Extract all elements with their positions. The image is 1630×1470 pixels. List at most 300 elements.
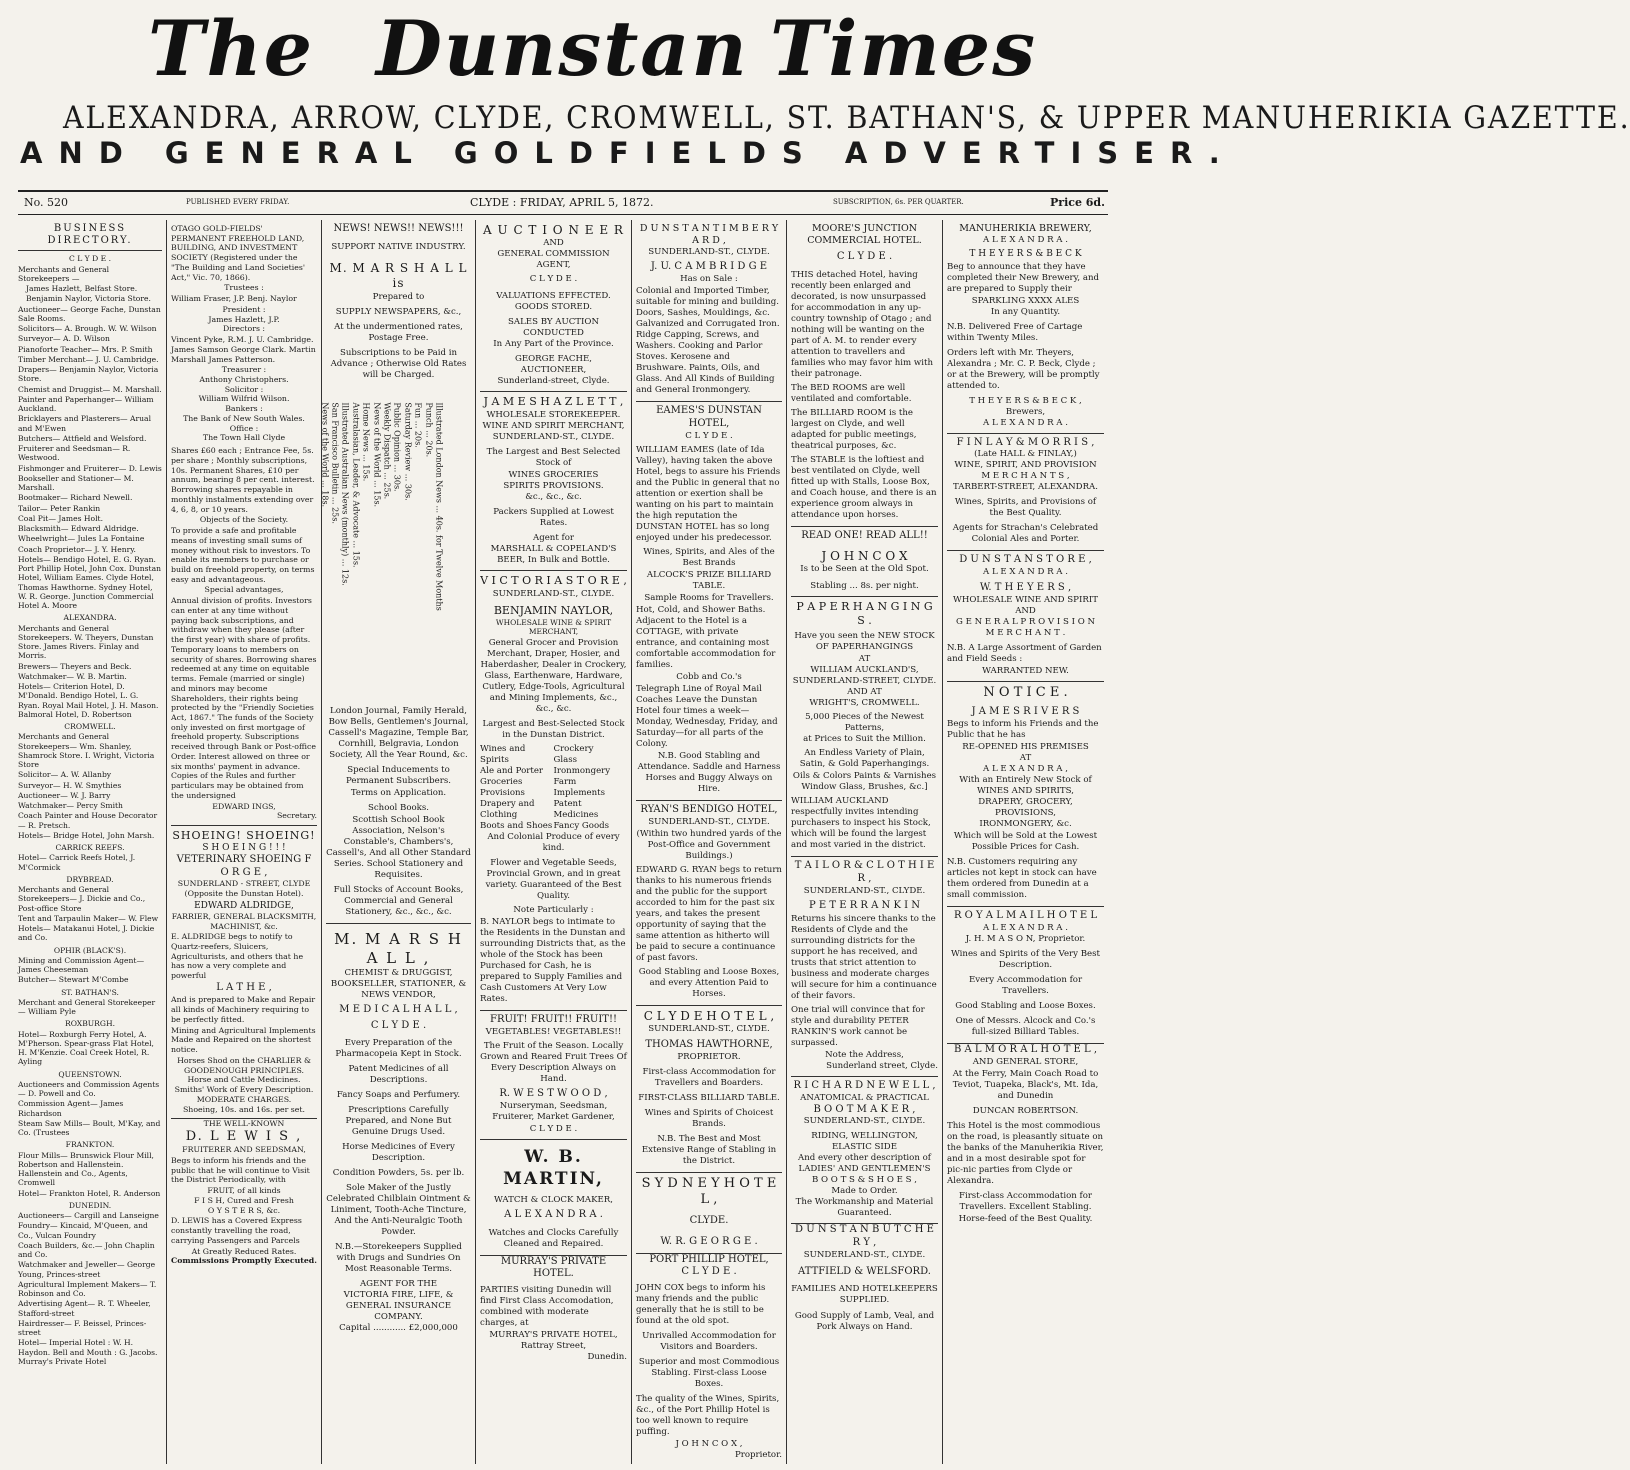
solicitor: William Wilfrid Wilson. xyxy=(198,394,290,404)
lewis-text2: D. LEWIS has a Covered Express constantly travelling the road, carrying Passengers and Parcels xyxy=(171,1216,302,1245)
ryan-within: (Within two hundred yards of the Post-Office and Government Buildings.) xyxy=(636,828,782,861)
prepared: Prepared to xyxy=(372,291,425,302)
subscription-line: SUBSCRIPTION, 6s. PER QUARTER. xyxy=(833,198,964,206)
royal-town: A L E X A N D R A . xyxy=(983,923,1068,934)
goods-item: Ale and Porter xyxy=(480,765,544,776)
title-the: The xyxy=(148,4,315,93)
section-cromwell: CROMWELL. xyxy=(64,722,116,732)
royal-mail-ad xyxy=(947,907,1104,1044)
aldridge-name: EDWARD ALDRIDGE, xyxy=(194,900,294,911)
inducements: Special Inducements to Permanent Subscribers. xyxy=(345,764,452,786)
support-industry: SUPPORT NATIVE INDUSTRY. xyxy=(331,241,466,252)
newspaper-price-list xyxy=(320,385,471,705)
reopened: RE-OPENED HIS PREMISES xyxy=(962,742,1089,753)
paper-text: Have you seen the NEW STOCK OF PAPERHANGINGS xyxy=(794,631,935,653)
naylor-stock: Largest and Best-Selected Stock in the Dunstan District. xyxy=(482,718,625,740)
brewers-town: A L E X A N D R A . xyxy=(983,417,1068,428)
royal-mail: R O Y A L M A I L H O T E L xyxy=(953,910,1098,922)
aldridge-text: E. ALDRIDGE begs to notify to Quartz-reefers, Sluicers, Agriculturists, and others that he has now a very complete and powerful xyxy=(171,932,304,981)
beer: MARSHALL & COPELAND'S BEER, In Bulk and Bottle. xyxy=(490,544,617,566)
directory-entry: Hotel— Carrick Reefs Hotel, J. M'Cormick xyxy=(18,853,136,872)
martin-town: A L E X A N D R A . xyxy=(504,1208,603,1220)
brewery-town: A L E X A N D R A . xyxy=(983,235,1068,246)
eames-wines: Wines, Spirits, and Ales of the Best Brands xyxy=(643,546,775,568)
billiard-tables: One of Messrs. Alcock and Co.'s full-sized Billiard Tables. xyxy=(955,1016,1096,1038)
riding: RIDING, WELLINGTON, ELASTIC SIDE xyxy=(811,1131,918,1153)
brewers: Brewers, xyxy=(1005,406,1046,417)
wrights: WRIGHT'S, CROMWELL. xyxy=(809,698,920,709)
stable: The STABLE is the loftiest and best ventilated on Clyde, well fitted up with Stalls, Loose Box, and Coach house, and there is an experience groom always in attendance upon horses. xyxy=(791,455,937,521)
lewis-trade: FRUITERER AND SEEDSMAN, xyxy=(182,1145,306,1155)
pharma: Every Preparation of the Pharmacopeia Kept in Stock. xyxy=(335,1038,462,1060)
ryan-hotel-ad xyxy=(636,801,782,1006)
ryan-stabling: Good Stabling and Loose Boxes, and every Attention Paid to Horses. xyxy=(638,966,780,999)
directory-entry: Surveyor— H. W. Smythies xyxy=(18,780,122,790)
telegraph: Telegraph Line of Royal Mail Coaches Leave the Dunstan Hotel four times a week—Monday, Wednesday, Friday, and Saturday—for all parts of the Colony. xyxy=(636,683,778,749)
directory-entry: Coal Pit— James Holt. xyxy=(18,513,104,523)
george: W. R. G E O R G E . xyxy=(660,1235,758,1247)
directory-entry: Fruiterer and Seedsman— R. Westwood. xyxy=(18,444,131,463)
variety: An Endless Variety of Plain, Satin, & Gold Paperhangings. xyxy=(799,748,930,770)
auction-clyde: C L Y D E . xyxy=(529,274,578,285)
sydney-clyde: CLYDE. xyxy=(689,1214,729,1226)
hazlett-name: J A M E S H A Z L E T T , xyxy=(483,395,624,409)
brewery: MANUHERIKIA BREWERY, xyxy=(959,223,1092,234)
new-stock: With an Entirely New Stock of xyxy=(959,775,1092,786)
directory-entry: Pianoforte Teacher— Mrs. P. Smith xyxy=(18,344,153,354)
travellers: Every Accommodation for Travellers. xyxy=(968,975,1083,997)
mining-text: Mining and Agricultural Implements Made and Repaired on the shortest notice. xyxy=(171,1025,316,1055)
school-text: Scottish School Book Association, Nelson's Constable's, Chambers's, Cassell's, And all Other Standard Series. School Stationery and Requisites. xyxy=(326,814,471,880)
quality: The quality of the Wines, Spirits, &c., of the Port Phillip Hotel is too well known to require puffing. xyxy=(636,1394,780,1438)
balmoral: B A L M O R A L H O T E L , xyxy=(953,1044,1098,1056)
victoria-store-ad xyxy=(480,571,627,1010)
treasurer: Anthony Christophers. xyxy=(199,375,289,385)
auckland: WILLIAM AUCKLAND'S, xyxy=(810,665,919,676)
bedrooms: The BED ROOMS are well ventilated and comfortable. xyxy=(791,383,912,405)
quantity: In any Quantity. xyxy=(990,306,1061,317)
fache-title: AUCTIONEER, xyxy=(520,365,587,376)
directory-entry: Watchmaker and Jeweller— George Young, Princes-street xyxy=(18,1260,156,1279)
directory-entry: Tent and Tarpaulin Maker— W. Flew xyxy=(18,913,159,923)
lamb: Good Supply of Lamb, Veal, and Pork Always on Hand. xyxy=(794,1310,935,1332)
customers-nb: N.B. Customers requiring any articles not kept in stock can have them ordered from Dunedin at a small commission. xyxy=(947,857,1097,901)
directory-heading: BUSINESS DIRECTORY. xyxy=(18,223,162,251)
cox-title: Proprietor. xyxy=(734,1450,782,1461)
billiard2: FIRST-CLASS BILLIARD TABLE. xyxy=(638,1092,780,1103)
superior: Superior and most Commodious Stabling. First-class Loose Boxes. xyxy=(638,1357,780,1390)
section-st-bathans: ST. BATHAN'S. xyxy=(61,987,119,997)
directory-entry: Butcher— Stewart M'Combe xyxy=(18,975,129,985)
rivers-town: A L E X A N D R A , xyxy=(983,764,1068,775)
moderate-charges: MODERATE CHARGES. xyxy=(196,1094,292,1104)
goods-item: Boots and Shoes xyxy=(480,820,553,831)
sydney-hotel: S Y D N E Y H O T E L , xyxy=(641,1175,777,1208)
section-dunedin: DUNEDIN. xyxy=(68,1200,112,1210)
moore-hotel: MOORE'S JUNCTION COMMERCIAL HOTEL. xyxy=(807,223,922,247)
condition-powders: Condition Powders, 5s. per lb. xyxy=(332,1168,465,1179)
dunstan-store: D U N S T A N S T O R E , xyxy=(959,554,1092,566)
directory-entry: Brewers— Theyers and Beck. xyxy=(18,661,132,671)
medical-hall: M E D I C A L H A L L , xyxy=(339,1003,458,1015)
paper-price: Fun ... 20s. xyxy=(413,401,423,448)
paper-price: San Francisco Bulletin ... 25s. xyxy=(330,401,340,524)
commissions: Commissions Promptly Executed. xyxy=(171,1256,317,1266)
columns xyxy=(14,220,1108,1464)
ironmongery: IRONMONGERY, &c. xyxy=(979,819,1072,830)
drapery: DRAPERY, GROCERY, PROVISIONS, xyxy=(978,797,1073,819)
column-alexandra xyxy=(943,220,1108,1464)
lowest-prices: Which will be Sold at the Lowest Possible Prices for Cash. xyxy=(953,831,1098,853)
directory-entry: Fishmonger and Fruiterer— D. Lewis xyxy=(18,463,162,473)
finlay-morris: F I N L A Y & M O R R I S , xyxy=(956,436,1095,448)
directory-entry: Blacksmith— Edward Aldridge. xyxy=(18,524,139,534)
sydney-hotel-ad xyxy=(636,1173,782,1254)
murray-city: Dunedin. xyxy=(587,1352,627,1363)
wholesale: WHOLESALE WINE AND SPIRIT xyxy=(953,595,1098,606)
directory-entry: Auctioneer— George Fache, Dunstan Sale Rooms. xyxy=(18,304,161,323)
directory-entry: Hotels— Matakanui Hotel, J. Dickie and Co. xyxy=(18,924,155,943)
directory-entry: Agricultural Implement Makers— T. Robinson and Co. xyxy=(18,1279,157,1299)
directory-entry: Bookseller and Stationer— M. Marshall. xyxy=(18,473,134,493)
victoria-fire: VICTORIA FIRE, LIFE, & GENERAL INSURANCE COMPANY. xyxy=(343,1290,454,1323)
directory-entry: Coach Builders, &c.— John Chaplin and Co. xyxy=(18,1240,155,1260)
rivers-ad xyxy=(947,682,1104,907)
murray-address: Rattray Street, xyxy=(520,1341,587,1352)
date-line: CLYDE : FRIDAY, APRIL 5, 1872. xyxy=(470,196,654,209)
butchery-address: SUNDERLAND-ST., CLYDE. xyxy=(803,1250,926,1260)
section-drybread: DRYBREAD. xyxy=(66,874,114,884)
valuations: VALUATIONS EFFECTED. GOODS STORED. xyxy=(496,291,611,313)
dateline xyxy=(18,190,1108,215)
every-description: And every other description of xyxy=(798,1153,931,1164)
eames-clyde: C L Y D E . xyxy=(685,430,733,441)
martin-text: Watches and Clocks Carefully Cleaned and Repaired. xyxy=(488,1227,619,1249)
auckland-address: SUNDERLAND-STREET, CLYDE. xyxy=(792,676,937,687)
read-one-ad xyxy=(791,527,938,597)
lewis-oysters: O Y S T E R S, &c. xyxy=(207,1205,281,1215)
directory-entry: Coach Painter and House Decorator— R. Pretsch. xyxy=(18,811,158,830)
dstore-town: A L E X A N D R A . xyxy=(983,567,1068,578)
window-glass: Window Glass, Brushes, &c.] xyxy=(801,782,928,793)
horse-feed: Horse-feed of the Best Quality. xyxy=(958,1214,1093,1225)
advantages-text: Annual division of profits. Investors can enter at any time without paying back subscriptions, and withdraw when they please (after the first year) with share of profits. Temporary loans to members on security of shares. Borrowing shares redeemed at any time on equitable terms. Female (married or single) and minors may become Shareholders, their rights being protected by the "Friendly Societies Act, 1867." The funds of the Society only invested on first mortgage of freehold property. Subscriptions received through Bank or Post-office Order. Interest allowed on three or six months' payment in advance. Copies of the Rules and further particulars may be obtained from the undersigned xyxy=(171,596,317,800)
nb-range: N.B. The Best and Most Extensive Range of Stabling in the District. xyxy=(641,1133,777,1166)
wines-groceries: WINES GROCERIES xyxy=(508,470,599,481)
directory-entry: Commission Agent— James Richardson xyxy=(18,1099,124,1118)
butchery-ad xyxy=(791,1224,938,1332)
mason-text: Wines and Spirits of the Very Best Description. xyxy=(950,949,1101,971)
merchants: M E R C H A N T S , xyxy=(981,471,1070,482)
directory-entry: Hotels— Criterion Hotel, D. M'Donald. Bendigo Hotel, L. G. Ryan. Royal Mail Hotel, J. H. Mason. Balmoral Hotel, D. Robertson xyxy=(18,682,159,719)
notice: N O T I C E . xyxy=(983,685,1068,701)
directory-entry: James Hazlett, Belfast Store. xyxy=(26,284,138,294)
directory-entry: Merchants and General Storekeepers. W. Theyers, Dunstan Store. James Rivers. Finlay and Morris. xyxy=(18,623,154,661)
clyde-hotel-ad xyxy=(636,1006,782,1173)
merchant: M E R C H A N T . xyxy=(985,628,1066,639)
title-times: Times xyxy=(770,4,1037,93)
rankin-text: Returns his sincere thanks to the Residents of Clyde and the surrounding districts for the support he has received, and trusts that strict attention to business and moderate charges will secure for him a continuance of their favors. xyxy=(791,913,937,1001)
martin-name: W. B. MARTIN, xyxy=(503,1147,604,1190)
cambridge-name: J. U. C A M B R I D G E xyxy=(650,261,768,273)
treasurer-heading: Treasurer : xyxy=(221,365,267,375)
directory-entry: Butchers— Attfield and Welsford. xyxy=(18,433,147,443)
fruit-heading: FRUIT! FRUIT!! FRUIT!! xyxy=(490,1013,617,1025)
journals-text: London Journal, Family Herald, Bow Bells, Gentlemen's Journal, Cassell's Magazine, Temple Bar, Cornhill, Belgravia, London Society, All the Year Round, &c. xyxy=(328,705,469,760)
column-business-directory xyxy=(14,220,166,1464)
lewis-name: D. L E W I S , xyxy=(185,1128,303,1144)
timber-yard-ad xyxy=(636,220,782,402)
directory-entry: Bootmaker— Richard Newell. xyxy=(18,493,133,503)
horse-cattle: Horse and Cattle Medicines. xyxy=(187,1075,301,1085)
directory-entry: Painter and Paperhanger— William Auckland. xyxy=(18,394,154,414)
directory-entry: Auctioneer— W. J. Barry xyxy=(18,790,111,800)
rankin-trial: One trial will convince that for style and durability PETER RANKIN'S work cannot be surpassed. xyxy=(791,1004,925,1048)
full-stocks: Full Stocks of Account Books, Commercial and General Stationery, &c., &c., &c. xyxy=(333,884,464,917)
directory-entry: Hotels— Bridge Hotel, John Marsh. xyxy=(18,830,155,840)
lewis-fish: F I S H, Cured and Fresh xyxy=(194,1195,294,1205)
forge-name: VETERINARY SHOEING F O R G E , xyxy=(176,854,312,878)
president-heading: President : xyxy=(222,304,266,314)
ryan-address: SUNDERLAND-ST., CLYDE. xyxy=(648,816,770,827)
goods-item: Wines and Spirits xyxy=(480,743,526,765)
directory-entry: Tailor— Peter Rankin xyxy=(18,503,101,513)
flower-seeds: Flower and Vegetable Seeds, Provincial Grown, and in great variety. Guaranteed of the Best Quality. xyxy=(485,857,622,901)
balmoral-firstclass: First-class Accommodation for Travellers. Excellent Stabling. xyxy=(958,1191,1093,1213)
terms: Terms on Application. xyxy=(350,787,447,798)
directory-entry: Watchmaker— W. B. Martin. xyxy=(18,671,127,681)
bookseller: BOOKSELLER, STATIONER, & NEWS VENDOR, xyxy=(330,978,467,1000)
column-marshall xyxy=(322,220,475,1464)
westwood-clyde: C L Y D E . xyxy=(529,1124,578,1135)
cobb: Cobb and Co.'s xyxy=(676,671,742,682)
murray-text: PARTIES visiting Dunedin will find First Class Accomodation, combined with moderate charges, at xyxy=(480,1285,614,1329)
stabling-price: Stabling ... 8s. per night. xyxy=(810,581,919,592)
note-address2: Sunderland street, Clyde. xyxy=(826,1060,938,1071)
shoeing-title: SHOEING! SHOEING! xyxy=(172,829,316,843)
paper-price: Illustrated Australian News (monthly) ... 12s. xyxy=(340,401,350,586)
lewis-text: Begs to inform his friends and the public that he will continue to Visit the District Periodically, with xyxy=(171,1155,310,1185)
paper-price: Weekly Dispatch ... 25s. xyxy=(382,401,392,499)
directory-entry: Chemist and Druggist— M. Marshall. xyxy=(18,384,162,394)
baths: Hot, Cold, and Shower Baths. Adjacent to the Hotel is a COTTAGE, with private entrance, and containing most comfortable accommodation for families. xyxy=(636,604,776,670)
attfield: ATTFIELD & WELSFORD. xyxy=(798,1266,931,1277)
section-carrick: CARRICK REEFS. xyxy=(55,843,125,853)
eames-stabling: N.B. Good Stabling and Attendance. Saddle and Harness Horses and Buggy Always on Hire. xyxy=(637,750,781,794)
paper-price: News of the World ... 15s. xyxy=(372,401,381,507)
subtitle-advertiser: AND GENERAL GOLDFIELDS ADVERTISER. xyxy=(20,136,1236,170)
naylor-goods xyxy=(480,744,627,832)
general-provision: G E N E R A L P R O V I S I O N xyxy=(955,617,1096,628)
smiths-work: Smiths' Work of Every Description. xyxy=(174,1085,314,1095)
news-heading: NEWS! NEWS!! NEWS!!! xyxy=(333,223,464,234)
directory-entry: Auctioneers— Cargill and Lanseigne xyxy=(18,1211,159,1221)
trustees: William Fraser, J.P. Benj. Naylor xyxy=(171,294,297,304)
john-cox: J O H N C O X xyxy=(821,548,908,563)
warranted: WARRANTED NEW. xyxy=(982,666,1069,677)
chemist: CHEMIST & DRUGGIST, xyxy=(344,967,453,978)
directory-entry: Coach Proprietor— J. Y. Henry. xyxy=(18,544,136,554)
and: AND xyxy=(543,238,564,249)
newell-ad xyxy=(791,1077,938,1225)
directory-entry: Drapers— Benjamin Naylor, Victoria Store. xyxy=(18,365,159,384)
goods-item: Crockery xyxy=(553,743,594,754)
port-phillip: PORT PHILLIP HOTEL, xyxy=(649,1253,769,1265)
directory-entry: Hotel— Imperial Hotel : W. H. Haydon. Bell and Mouth : G. Jacobs. Murray's Private Hotel xyxy=(18,1338,158,1366)
directory-entry: Hotels— Bendigo Hotel, E. G. Ryan. Port Phillip Hotel, John Cox. Dunstan Hotel, William Eames. Clyde Hotel, Thomas Hawthorne. Sydney Hotel, W. R. George. Junction Commercial Hotel A. Moore xyxy=(18,554,161,611)
eames-text: WILLIAM EAMES (late of Ida Valley), having taken the above Hotel, begs to assure his Friends and the Public in general that no attention or exertion shall be wanting on his part to maintain the high reputation the DUNSTAN HOTEL has so long enjoyed under his predecessor. xyxy=(636,444,781,543)
marshall-name: M. M A R S H A L L is xyxy=(329,260,468,291)
westwood-trade: Nurseryman, Seedsman, Fruiterer, Market Gardener, xyxy=(492,1101,615,1123)
directory-entry: Hotel— Frankton Hotel, R. Anderson xyxy=(18,1188,161,1198)
vegetables-heading: VEGETABLES! VEGETABLES!! xyxy=(485,1026,622,1037)
directory-entry: Flour Mills— Brunswick Flour Mill, Robertson and Hallenstein. Hallenstein and Co., Agents, Cromwell xyxy=(18,1150,154,1188)
office: The Town Hall Clyde xyxy=(202,433,286,443)
on-sale: Has on Sale : xyxy=(680,274,738,285)
balmoral-ad xyxy=(947,1044,1104,1225)
paper-price: News of the World ... 18s. xyxy=(320,401,330,507)
naylor-notice: B. NAYLOR begs to intimate to the Residents in the Dunstan and surrounding Districts that, as the whole of the Stock has been Purchased for Cash, he is prepared to Supply Families and Cash Customers At Very Low Rates. xyxy=(480,916,626,1004)
made-to-order: Made to Order. xyxy=(831,1186,898,1197)
goods-item: Provisions xyxy=(480,787,525,798)
unrivalled: Unrivalled Accommodation for Visitors and Boarders. xyxy=(642,1331,776,1353)
theyers-text: Beg to announce that they have completed their New Brewery, and are prepared to Supply their xyxy=(947,261,1099,294)
etc: &c., &c., &c. xyxy=(525,492,582,503)
school-books: School Books. xyxy=(367,802,430,813)
objects-heading: Objects of the Society. xyxy=(199,515,289,525)
lewis-ad xyxy=(171,1119,317,1266)
goods-item: Glass xyxy=(553,754,578,765)
hazlett-ad xyxy=(480,392,627,571)
hazlett-text: The Largest and Best Selected Stock of xyxy=(486,447,621,469)
gca: GENERAL COMMISSION AGENT, xyxy=(497,249,610,271)
read-one: READ ONE! READ ALL!! xyxy=(801,530,928,542)
martin-trade: WATCH & CLOCK MAKER, xyxy=(493,1194,613,1205)
objects-text: To provide a safe and profitable means of investing small sums of money without risk to investors. To enable its members to purchase or build on freehold property, on terms easy and advantageous. xyxy=(171,526,315,584)
workmanship: The Workmanship and Material Guaranteed. xyxy=(795,1197,934,1219)
province: In Any Part of the Province. xyxy=(493,339,614,350)
aldridge-trade: FARRIER, GENERAL BLACKSMITH, MACHINIST, &c. xyxy=(171,911,317,931)
section-queenstown: QUEENSTOWN. xyxy=(58,1069,122,1079)
president: James Hazlett, J.P. xyxy=(208,314,280,324)
timber-address: SUNDERLAND-ST., CLYDE. xyxy=(648,247,770,258)
victoria-store: V I C T O R I A S T O R E , xyxy=(480,574,627,588)
directory-entry: Auctioneers and Commission Agents— D. Powell and Co. xyxy=(18,1079,160,1099)
tailor: T A I L O R & C L O T H I E R , xyxy=(794,860,935,885)
paper-price: Saturday Review ... 30s. xyxy=(403,401,413,501)
column-hotels xyxy=(632,220,786,1464)
office-heading: Office : xyxy=(229,423,259,433)
shoeing-price: Shoeing, 10s. and 16s. per set. xyxy=(182,1104,306,1114)
directory-entry: Steam Saw Mills— Boult, M'Kay, and Co. (Trustees xyxy=(18,1118,161,1138)
newspaper-ad xyxy=(320,220,471,924)
lathe: L A T H E , xyxy=(216,981,272,993)
directory-entry: Advertising Agent— R. T. Wheeler, Stafford-street xyxy=(18,1299,151,1318)
price: Price 6d. xyxy=(1050,196,1105,209)
old-spot: Is to be Seen at the Old Spot. xyxy=(800,564,929,575)
title-dunstan: Dunstan xyxy=(376,4,749,93)
directory-entry: Foundry— Kincaid, M'Queen, and Co., Vulcan Foundry xyxy=(18,1221,148,1240)
billiard-room: The BILLIARD ROOM is the largest on Clyde, and well adapted for public meetings, theatrical purposes, &c. xyxy=(791,408,917,452)
rates-text: At the undermentioned rates, Postage Free. xyxy=(334,321,463,343)
westwood-ad xyxy=(480,1011,627,1141)
directory-entry: Hotel— Roxburgh Ferry Hotel, A. M'Pherson. Spear-grass Flat Hotel, H. M'Kenzie. Coal Creek Hotel, R. Ayling xyxy=(18,1029,154,1067)
newell-address: SUNDERLAND-ST., CLYDE. xyxy=(803,1116,926,1127)
lewis-fruit: FRUIT, of all kinds xyxy=(207,1186,281,1196)
rankin: P E T E R R A N K I N xyxy=(809,900,920,912)
martin-ad xyxy=(480,1140,627,1255)
ferry: At the Ferry, Main Coach Road to Teviot, Tuapeka, Black's, Mt. Ida, and Dunedin xyxy=(952,1069,1099,1102)
section-frankton: FRANKTON. xyxy=(65,1140,115,1150)
victoria-address: SUNDERLAND-ST., CLYDE. xyxy=(492,588,615,599)
goods-item: Patent Medicines xyxy=(553,798,599,820)
finlay-ad xyxy=(947,434,1104,552)
clyde-hotel-address: SUNDERLAND-ST., CLYDE. xyxy=(648,1023,770,1034)
conducted: CONDUCTED xyxy=(523,328,584,339)
paperhangings-ad xyxy=(791,597,938,857)
medical-clyde: C L Y D E . xyxy=(370,1019,427,1031)
masthead xyxy=(0,0,1630,196)
orders: Orders left with Mr. Theyers, Alexandra ; Mr. C. P. Beck, Clyde ; or at the Brewery, will be promptly attended to. xyxy=(947,347,1100,391)
paperhangings: P A P E R H A N G I N G S . xyxy=(796,600,933,628)
directory-entry: Benjamin Naylor, Victoria Store. xyxy=(26,294,151,304)
horses-shod: Horses Shod on the CHARLIER & GOODENOUGH PRINCIPLES. xyxy=(177,1055,311,1075)
ryan-hotel: RYAN'S BENDIGO HOTEL, xyxy=(640,803,778,815)
murray-heading: MURRAY'S PRIVATE HOTEL. xyxy=(500,1255,607,1280)
directors: Vincent Pyke, R.M. J. U. Cambridge. James Samson George Clark. Martin Marshall James Patterson. xyxy=(171,335,316,364)
shares-text: Shares £60 each ; Entrance Fee, 5s. per share ; Monthly subscriptions, 10s. Permanent Shares, £10 per annum, bearing 8 per cent. interest. Borrowing shares repayable in monthly instalments extending over 4, 6, 8, or 10 years. xyxy=(171,446,315,514)
oils: Oils & Colors Paints & Varnishes xyxy=(792,771,937,782)
society-title: OTAGO GOLD-FIELDS' PERMANENT FREEHOLD LAND, BUILDING, AND INVESTMENT SOCIETY (Registered under the "The Building and Land Societies' Act," Vic. 70, 1866). xyxy=(171,224,305,282)
bootmaker: B O O T M A K E R , xyxy=(813,1103,916,1115)
capital: Capital ............ £2,000,000 xyxy=(339,1323,458,1334)
mm-name: M. M A R S H A L L , xyxy=(334,929,463,967)
solicitor-heading: Solicitor : xyxy=(224,384,264,394)
general-store: AND GENERAL STORE, xyxy=(972,1057,1079,1068)
goods-item: Fancy Goods xyxy=(553,820,610,831)
moore-text: THIS detached Hotel, having recently been enlarged and decorated, is now unsurpassed for accommodation in any up-country township of Otago ; and nothing will be wanting on the part of A. M. to render every attention to travellers and families who may favor him with their patronage. xyxy=(791,270,934,380)
agent-for: Agent for xyxy=(533,533,574,544)
pp-clyde: C L Y D E . xyxy=(681,1266,737,1278)
directory-entry: Wheelwright— Jules La Fontaine xyxy=(18,534,145,544)
storekeepers: N.B.—Storekeepers Supplied with Drugs and Sundries On Most Reasonable Terms. xyxy=(335,1242,462,1275)
agent-for: AGENT FOR THE xyxy=(359,1279,438,1290)
note-address: Note the Address, xyxy=(825,1049,904,1060)
directors-heading: Directors : xyxy=(222,324,266,334)
packers: Packers Supplied at Lowest Rates. xyxy=(493,507,614,529)
fruit-text: The Fruit of the Season. Locally Grown and Reared Fruit Trees Of Every Description Always on Hand. xyxy=(480,1040,627,1084)
horse-medicines: Horse Medicines of Every Description. xyxy=(342,1142,455,1164)
butchery: D U N S T A N B U T C H E R Y , xyxy=(795,1224,934,1249)
ladies: LADIES' AND GENTLEMEN'S xyxy=(798,1164,931,1175)
directory-entry: Merchant and General Storekeeper— William Pyle xyxy=(18,997,156,1017)
pieces: 5,000 Pieces of the Newest Patterns, xyxy=(805,712,924,734)
secretary-name: EDWARD INGS, xyxy=(212,801,276,811)
sparkling: SPARKLING XXXX ALES xyxy=(971,295,1080,306)
forge-address: SUNDERLAND - STREET, CLYDE (Opposite the Dunstan Hotel). xyxy=(177,879,311,898)
timber-items: Colonial and Imported Timber, suitable for mining and building. Doors, Sashes, Mouldings, &c. Galvanized and Corrugated Iron. Ridge Capping, Screws, and Washers. Cooking and Parlor Stoves. Kerosene and Brushware. Paints, Oils, and Glass. And All Kinds of Building and General Ironmongery. xyxy=(636,286,780,396)
sales: SALES BY AUCTION xyxy=(508,317,599,328)
issue-number: No. 520 xyxy=(24,196,69,209)
fache-address: Sunderland-street, Clyde. xyxy=(497,376,610,387)
lathe-text: And is prepared to Make and Repair all kinds of Machinery requiring to be perfectly fitted. xyxy=(171,995,316,1024)
finlay-text: Wines, Spirits, and Provisions of the Best Quality. xyxy=(954,497,1097,519)
cox-name: J O H N C O X , xyxy=(675,1439,743,1450)
paper-price: Punch ... 20s. xyxy=(423,401,433,457)
rivers: J A M E S R I V E R S xyxy=(971,705,1080,717)
section-clyde: C L Y D E . xyxy=(69,254,111,264)
rivers-at: AT xyxy=(1019,753,1032,764)
